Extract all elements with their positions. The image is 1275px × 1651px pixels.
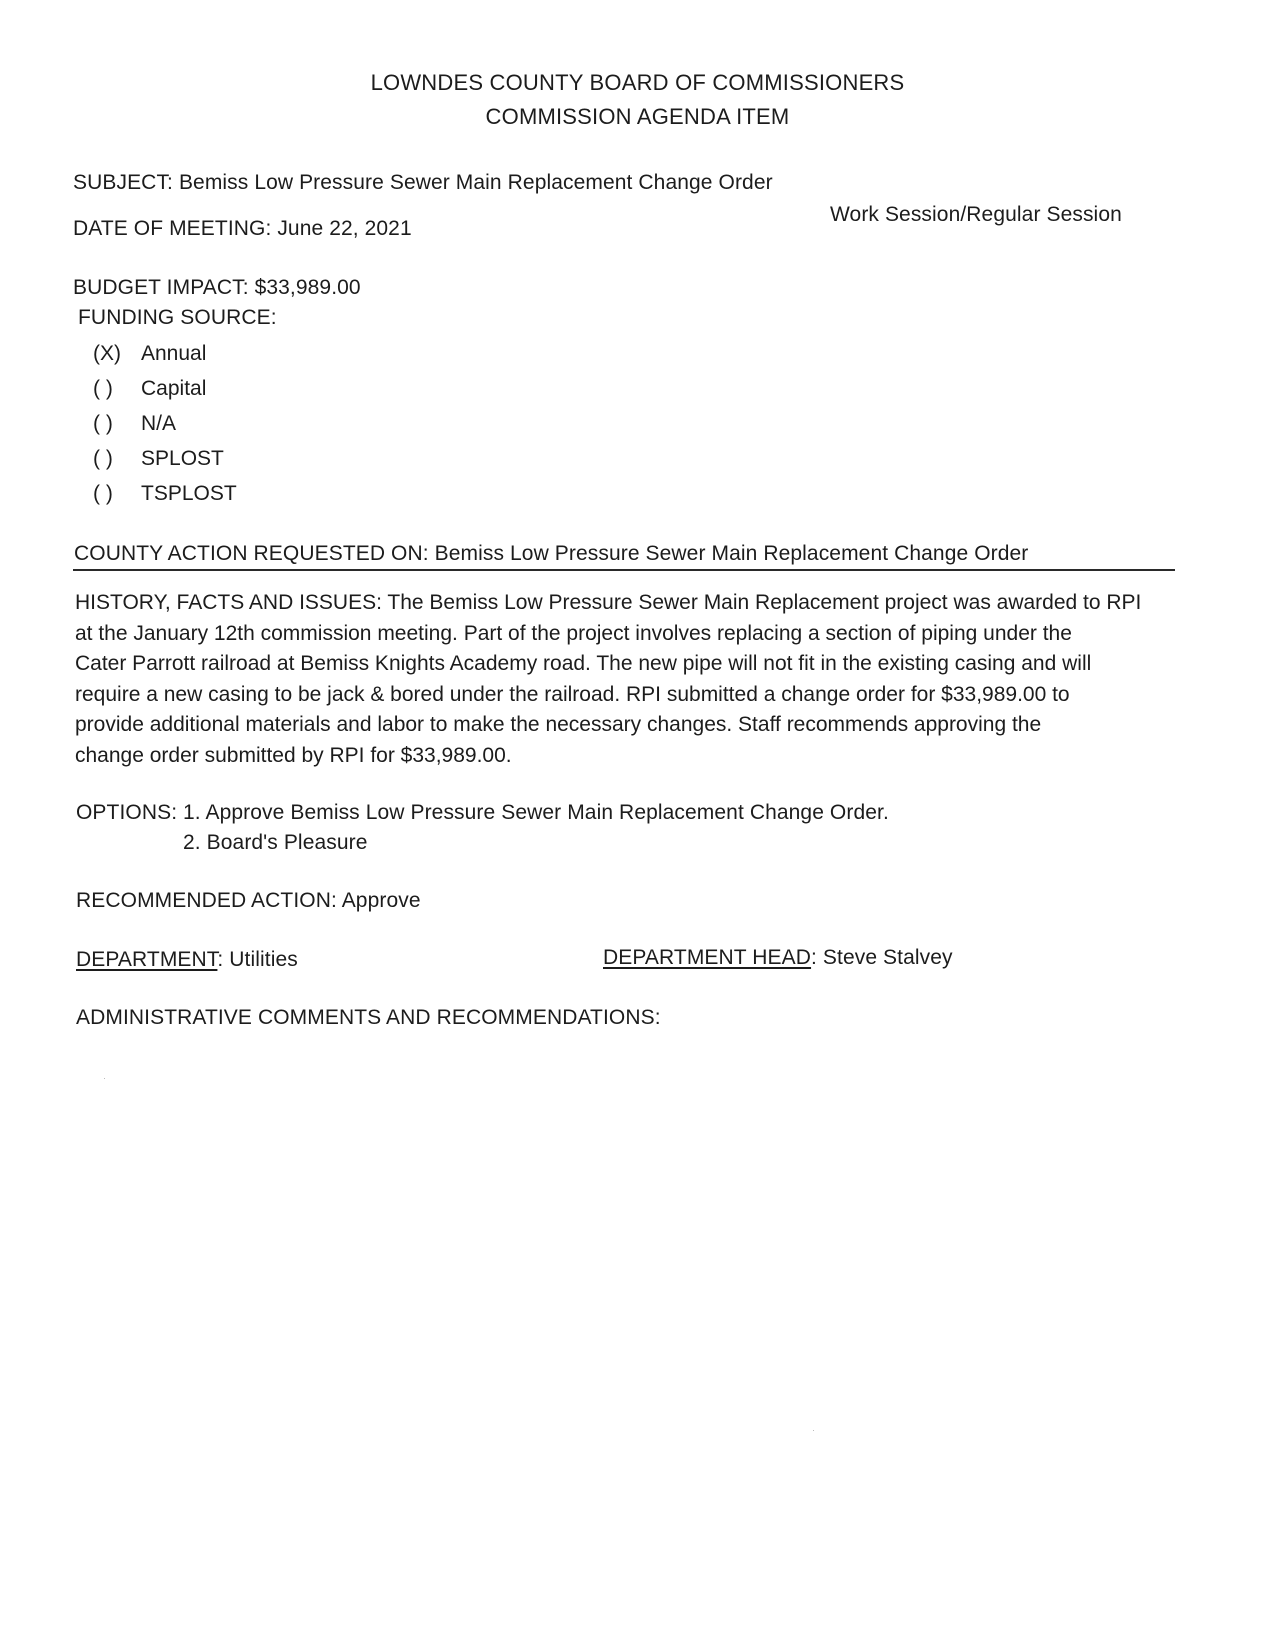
funding-option-label: Annual — [141, 342, 207, 365]
history-line-5: provide additional materials and labor to make the necessary changes. Staff recommends approving the — [75, 713, 1042, 736]
section-divider — [73, 569, 1175, 571]
meeting-date-value: June 22, 2021 — [277, 217, 412, 240]
history-line-2: at the January 12th commission meeting. Part of the project involves replacing a section of piping under the — [75, 621, 1072, 645]
session-type: Work Session/Regular Session — [830, 203, 1122, 226]
checkbox-checked-icon: (X) — [93, 342, 121, 365]
administrative-comments-label: ADMINISTRATIVE COMMENTS AND RECOMMENDATIONS: — [76, 1006, 661, 1029]
recommended-action-row — [76, 889, 421, 913]
history-line-6: change order submitted by RPI for $33,989.00. — [75, 743, 512, 767]
budget-impact-value: $33,989.00 — [254, 276, 361, 299]
county-action-label: COUNTY ACTION REQUESTED ON: — [74, 542, 429, 565]
funding-option-capital — [93, 377, 206, 401]
funding-source-label: FUNDING SOURCE: — [78, 306, 277, 329]
option-item-1: 1. Approve Bemiss Low Pressure Sewer Main Replacement Change Order. — [183, 801, 889, 824]
department-row: DEPARTMENT: Utilities — [76, 948, 298, 971]
recommended-action-value: Approve — [341, 889, 421, 912]
meeting-date-row — [73, 217, 412, 241]
funding-option-na — [93, 412, 176, 436]
subject-value: Bemiss Low Pressure Sewer Main Replacement Change Order — [178, 171, 773, 194]
checkbox-empty-icon: ( ) — [93, 377, 113, 400]
checkbox-empty-icon: ( ) — [93, 412, 113, 435]
board-title: LOWNDES COUNTY BOARD OF COMMISSIONERS — [370, 70, 905, 95]
scan-artifact — [104, 1078, 105, 1079]
scan-artifact — [813, 1430, 814, 1431]
checkbox-empty-icon: ( ) — [93, 447, 113, 470]
subject-label: SUBJECT: — [73, 171, 173, 194]
county-action-value: Bemiss Low Pressure Sewer Main Replacement Change Order — [434, 542, 1029, 565]
recommended-action-label: RECOMMENDED ACTION: — [76, 889, 337, 912]
budget-impact-label: BUDGET IMPACT: — [73, 276, 249, 299]
department-head-label: DEPARTMENT HEAD — [603, 946, 812, 969]
history-label: HISTORY, FACTS AND ISSUES: — [75, 591, 382, 614]
department-value: Utilities — [229, 948, 298, 971]
funding-option-tsplost — [93, 482, 237, 506]
county-action-row — [74, 542, 1028, 566]
history-facts-issues — [75, 588, 1185, 771]
subject-row — [73, 171, 773, 195]
options-label: OPTIONS: — [76, 801, 178, 824]
funding-option-label: SPLOST — [141, 447, 224, 470]
history-line-1: HISTORY, FACTS AND ISSUES: The Bemiss Low Pressure Sewer Main Replacement project was awarded to RPI — [75, 591, 1142, 614]
department-label: DEPARTMENT — [76, 948, 218, 971]
budget-impact-row — [73, 276, 361, 300]
department-head-value: Steve Stalvey — [822, 946, 953, 969]
option-item-2: 2. Board's Pleasure — [183, 831, 368, 854]
funding-option-label: Capital — [141, 377, 207, 400]
history-line-3: Cater Parrott railroad at Bemiss Knights Academy road. The new pipe will not fit in the existing casing and will — [75, 652, 1092, 675]
meeting-date-label: DATE OF MEETING: — [73, 217, 272, 240]
document-title: COMMISSION AGENDA ITEM — [485, 104, 790, 129]
checkbox-empty-icon: ( ) — [93, 482, 113, 505]
department-head-row: DEPARTMENT HEAD: Steve Stalvey — [603, 946, 953, 969]
funding-option-annual — [93, 342, 206, 366]
funding-option-label: TSPLOST — [141, 482, 237, 505]
history-line-4: require a new casing to be jack & bored under the railroad. RPI submitted a change order for $33,989.00 to — [75, 682, 1070, 706]
funding-option-splost — [93, 447, 224, 471]
funding-option-label: N/A — [141, 412, 177, 435]
